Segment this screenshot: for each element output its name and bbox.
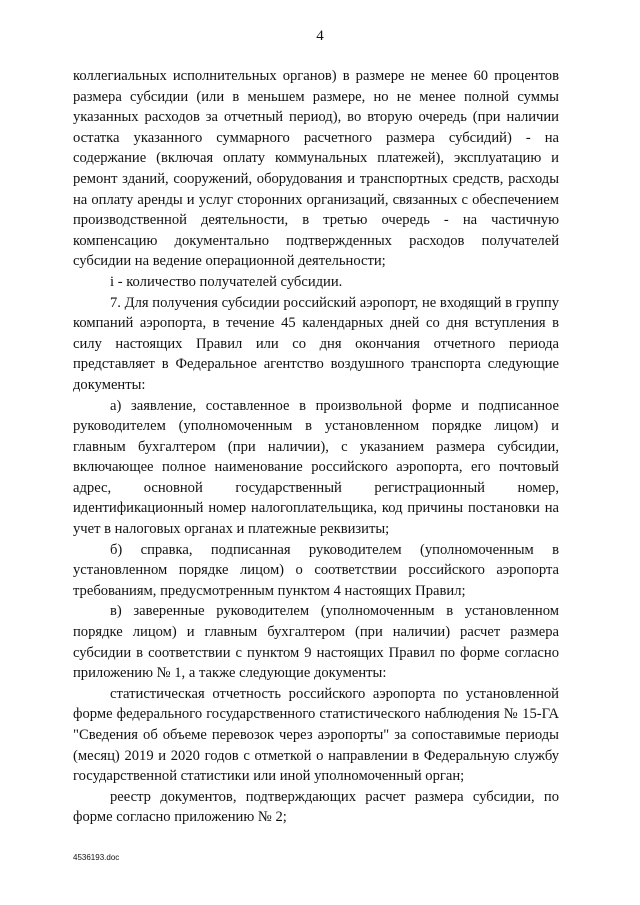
- paragraph-expense-order: коллегиальных исполнительных органов) в размере не менее 60 процентов размера субсидии (или в меньшем размере, но не менее полной суммы указанных расходов за отчетный период), во вторую очередь (при наличии остатка указанного суммарного расчетного размера субсидий) - на содержание (включая оплату коммунальных платежей), эксплуатацию и ремонт зданий, сооружений, оборудования и транспортных средств, расходы на оплату аренды и услуг сторонних организаций, связанных с обеспечением производственной деятельности, в третью очередь - на частичную компенсацию документально подтвержденных расходов получателей субсидии на ведение операционной деятельности;: [73, 68, 559, 270]
- paragraph-recipient-count: i - количество получателей субсидии.: [110, 273, 343, 290]
- document-code: 4536193.doc: [73, 853, 120, 862]
- paragraph-clause-7: 7. Для получения субсидии российский аэропорт, не входящий в группу компаний аэропорта, в течение 45 календарных дней со дня вступления в силу настоящих Правил или со дня окончания отчетного периода представляет в Федеральное агентство воздушного транспорта следующие документы:: [73, 294, 559, 393]
- page-number: 4: [316, 28, 324, 44]
- paragraph-item-v-calculation: в) заверенные руководителем (уполномоченным в установленном порядке лицом) и главным бухгалтером (при наличии) расчет размера субсидии в соответствии с пунктом 9 настоящих Правил по форме согласно приложению № 1, а также следующие документы:: [73, 603, 559, 682]
- paragraph-document-registry: реестр документов, подтверждающих расчет размера субсидии, по форме согласно приложению № 2;: [73, 788, 559, 826]
- paragraph-item-a-application: а) заявление, составленное в произвольной форме и подписанное руководителем (уполномоченным в установленном порядке лицом) и главным бухгалтером (при наличии), с указанием размера субсидии, включающее полное наименование российского аэропорта, его почтовый адрес, основной государственный регистрационный номер, идентификационный номер налогоплательщика, код причины постановки на учет в налоговых органах и платежные реквизиты;: [73, 397, 559, 538]
- paragraph-item-b-certificate: б) справка, подписанная руководителем (уполномоченным в установленном порядке лицом) о соответствии российского аэропорта требованиям, предусмотренным пунктом 4 настоящих Правил;: [73, 541, 559, 599]
- document-body: [73, 66, 559, 828]
- paragraph-statistical-report: статистическая отчетность российского аэропорта по установленной форме федерального государственного статистического наблюдения № 15-ГА "Сведения об объеме перевозок через аэропорты" за сопоставимые периоды (месяц) 2019 и 2020 годов с отметкой о направлении в Федеральную службу государственной статистики или иной уполномоченный орган;: [73, 685, 559, 785]
